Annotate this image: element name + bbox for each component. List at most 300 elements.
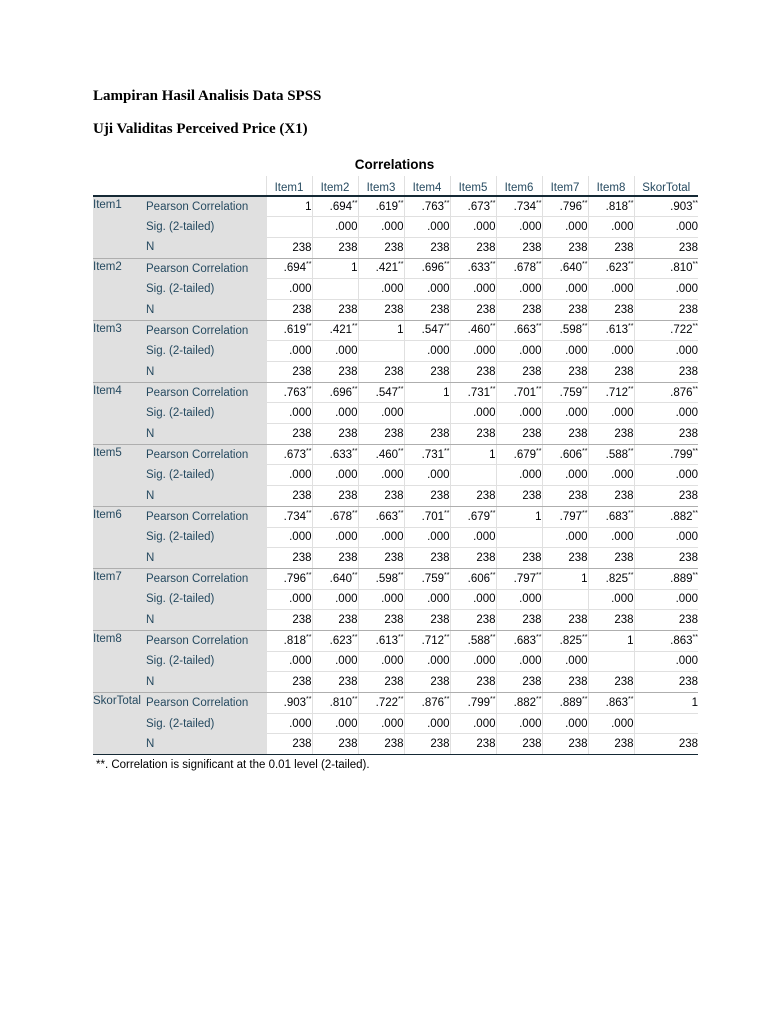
statistic-label: Sig. (2-tailed): [146, 217, 266, 238]
value-cell: 1: [266, 196, 312, 217]
value-cell: 238: [496, 237, 542, 258]
correlations-table: [93, 176, 698, 755]
value-cell: 238: [588, 299, 634, 320]
value-cell: [266, 217, 312, 238]
statistic-label: N: [146, 237, 266, 258]
value-cell: 238: [404, 424, 450, 445]
value-cell: .000: [496, 217, 542, 238]
value-cell: .000: [542, 279, 588, 300]
significance-marker: **: [582, 323, 588, 331]
value-cell: .000: [266, 651, 312, 672]
significance-marker: **: [398, 385, 404, 393]
table-row: [93, 237, 698, 258]
value-cell: 238: [450, 548, 496, 569]
value-cell: .000: [542, 217, 588, 238]
value-cell: .679**: [450, 506, 496, 527]
value-cell: 238: [266, 299, 312, 320]
value-cell: .863**: [588, 693, 634, 714]
value-cell: .863**: [634, 630, 698, 651]
significance-marker: **: [692, 323, 698, 331]
value-cell: .000: [634, 589, 698, 610]
significance-marker: **: [490, 261, 496, 269]
variable-label: Item6: [93, 506, 146, 568]
value-cell: .633**: [312, 444, 358, 465]
significance-marker: **: [306, 509, 312, 517]
value-cell: 238: [450, 610, 496, 631]
value-cell: .613**: [588, 320, 634, 341]
value-cell: 238: [404, 548, 450, 569]
table-row: [93, 341, 698, 362]
column-header: Item2: [312, 176, 358, 196]
value-cell: .000: [496, 403, 542, 424]
value-cell: .000: [542, 651, 588, 672]
table-row: [93, 568, 698, 589]
variable-label: Item7: [93, 568, 146, 630]
significance-marker: **: [536, 323, 542, 331]
table-row: [93, 465, 698, 486]
significance-marker: **: [536, 633, 542, 641]
value-cell: .000: [496, 713, 542, 734]
significance-marker: **: [582, 695, 588, 703]
value-cell: 238: [450, 672, 496, 693]
value-cell: 238: [266, 486, 312, 507]
statistic-label: Sig. (2-tailed): [146, 465, 266, 486]
value-cell: .712**: [588, 382, 634, 403]
value-cell: .000: [588, 217, 634, 238]
significance-marker: **: [692, 199, 698, 207]
value-cell: .734**: [266, 506, 312, 527]
value-cell: 238: [588, 610, 634, 631]
value-cell: .679**: [496, 444, 542, 465]
value-cell: 238: [634, 548, 698, 569]
table-row: [93, 403, 698, 424]
value-cell: 238: [266, 672, 312, 693]
value-cell: 238: [358, 486, 404, 507]
table-row: [93, 382, 698, 403]
value-cell: 238: [588, 424, 634, 445]
value-cell: 238: [542, 610, 588, 631]
column-header: Item1: [266, 176, 312, 196]
value-cell: [450, 465, 496, 486]
significance-marker: **: [306, 447, 312, 455]
column-header: Item3: [358, 176, 404, 196]
statistic-label: Pearson Correlation: [146, 258, 266, 279]
value-cell: .759**: [404, 568, 450, 589]
significance-marker: **: [490, 695, 496, 703]
significance-marker: **: [628, 447, 634, 455]
value-cell: .000: [542, 713, 588, 734]
significance-marker: **: [398, 509, 404, 517]
value-cell: 238: [634, 672, 698, 693]
page-heading: Lampiran Hasil Analisis Data SPSS: [93, 88, 322, 104]
value-cell: .000: [542, 465, 588, 486]
statistic-label: Pearson Correlation: [146, 382, 266, 403]
statistic-label: Pearson Correlation: [146, 444, 266, 465]
significance-marker: **: [444, 261, 450, 269]
value-cell: .722**: [634, 320, 698, 341]
value-cell: .000: [450, 217, 496, 238]
statistic-label: Pearson Correlation: [146, 630, 266, 651]
significance-marker: **: [352, 695, 358, 703]
value-cell: 238: [404, 237, 450, 258]
value-cell: 238: [496, 362, 542, 383]
value-cell: .000: [634, 403, 698, 424]
value-cell: .000: [450, 403, 496, 424]
significance-marker: **: [352, 385, 358, 393]
value-cell: 238: [588, 486, 634, 507]
value-cell: .000: [312, 465, 358, 486]
variable-label: Item8: [93, 630, 146, 692]
header-blank: [146, 176, 266, 196]
table-row: [93, 486, 698, 507]
significance-marker: **: [490, 633, 496, 641]
value-cell: 238: [312, 486, 358, 507]
value-cell: .619**: [358, 196, 404, 217]
value-cell: .640**: [312, 568, 358, 589]
value-cell: .000: [312, 713, 358, 734]
significance-marker: **: [306, 261, 312, 269]
value-cell: 238: [634, 362, 698, 383]
significance-marker: **: [582, 385, 588, 393]
value-cell: 238: [404, 299, 450, 320]
table-row: [93, 548, 698, 569]
header-blank: [93, 176, 146, 196]
value-cell: [404, 403, 450, 424]
table-row: [93, 589, 698, 610]
value-cell: .000: [588, 589, 634, 610]
value-cell: .882**: [634, 506, 698, 527]
value-cell: .000: [542, 403, 588, 424]
value-cell: .000: [266, 403, 312, 424]
value-cell: .623**: [588, 258, 634, 279]
value-cell: .000: [496, 465, 542, 486]
value-cell: .640**: [542, 258, 588, 279]
value-cell: .000: [358, 217, 404, 238]
value-cell: .000: [358, 713, 404, 734]
table-row: [93, 630, 698, 651]
value-cell: 238: [634, 610, 698, 631]
value-cell: .678**: [496, 258, 542, 279]
value-cell: 238: [542, 672, 588, 693]
significance-marker: **: [628, 695, 634, 703]
value-cell: .421**: [312, 320, 358, 341]
table-row: [93, 362, 698, 383]
table-row: [93, 444, 698, 465]
value-cell: .683**: [496, 630, 542, 651]
value-cell: .000: [312, 217, 358, 238]
statistic-label: Pearson Correlation: [146, 506, 266, 527]
value-cell: .000: [496, 589, 542, 610]
statistic-label: Pearson Correlation: [146, 568, 266, 589]
value-cell: .000: [588, 465, 634, 486]
column-header: Item5: [450, 176, 496, 196]
value-cell: .598**: [358, 568, 404, 589]
table-row: [93, 196, 698, 217]
value-cell: 238: [496, 610, 542, 631]
value-cell: .588**: [588, 444, 634, 465]
value-cell: 238: [358, 734, 404, 755]
value-cell: .000: [404, 651, 450, 672]
value-cell: .825**: [542, 630, 588, 651]
value-cell: 238: [542, 424, 588, 445]
value-cell: .000: [358, 465, 404, 486]
column-header: Item7: [542, 176, 588, 196]
significance-marker: **: [444, 447, 450, 455]
value-cell: .694**: [312, 196, 358, 217]
value-cell: .000: [634, 527, 698, 548]
value-cell: .818**: [588, 196, 634, 217]
significance-marker: **: [536, 199, 542, 207]
value-cell: .000: [634, 465, 698, 486]
value-cell: 238: [312, 299, 358, 320]
column-header: SkorTotal: [634, 176, 698, 196]
value-cell: 238: [450, 424, 496, 445]
table-row: [93, 258, 698, 279]
significance-marker: **: [536, 447, 542, 455]
value-cell: .810**: [634, 258, 698, 279]
value-cell: .606**: [450, 568, 496, 589]
value-cell: [588, 651, 634, 672]
significance-marker: **: [398, 695, 404, 703]
significance-marker: **: [628, 323, 634, 331]
column-header: Item4: [404, 176, 450, 196]
statistic-label: N: [146, 548, 266, 569]
value-cell: .876**: [634, 382, 698, 403]
statistic-label: Sig. (2-tailed): [146, 713, 266, 734]
variable-label: Item4: [93, 382, 146, 444]
value-cell: 1: [450, 444, 496, 465]
significance-marker: **: [692, 261, 698, 269]
value-cell: .797**: [542, 506, 588, 527]
value-cell: .000: [266, 589, 312, 610]
significance-marker: **: [398, 199, 404, 207]
value-cell: 238: [404, 734, 450, 755]
value-cell: .818**: [266, 630, 312, 651]
value-cell: .000: [404, 341, 450, 362]
table-row: [93, 320, 698, 341]
significance-marker: **: [352, 633, 358, 641]
value-cell: 1: [634, 693, 698, 714]
value-cell: .722**: [358, 693, 404, 714]
value-cell: .799**: [450, 693, 496, 714]
value-cell: 238: [542, 362, 588, 383]
value-cell: 238: [496, 424, 542, 445]
value-cell: .000: [312, 341, 358, 362]
column-header: Item6: [496, 176, 542, 196]
value-cell: 238: [404, 610, 450, 631]
value-cell: .763**: [266, 382, 312, 403]
significance-marker: **: [398, 261, 404, 269]
value-cell: .712**: [404, 630, 450, 651]
value-cell: .797**: [496, 568, 542, 589]
value-cell: .000: [312, 651, 358, 672]
value-cell: 238: [358, 362, 404, 383]
variable-label: Item5: [93, 444, 146, 506]
value-cell: .825**: [588, 568, 634, 589]
value-cell: 238: [266, 362, 312, 383]
statistic-label: Sig. (2-tailed): [146, 403, 266, 424]
value-cell: .000: [450, 713, 496, 734]
value-cell: .000: [450, 279, 496, 300]
value-cell: .673**: [450, 196, 496, 217]
value-cell: .000: [588, 279, 634, 300]
value-cell: 238: [588, 672, 634, 693]
significance-marker: **: [306, 385, 312, 393]
footnote: **. Correlation is significant at the 0.01 level (2-tailed).: [96, 759, 370, 771]
value-cell: 1: [496, 506, 542, 527]
value-cell: .547**: [404, 320, 450, 341]
value-cell: .903**: [634, 196, 698, 217]
table-row: [93, 693, 698, 714]
statistic-label: Sig. (2-tailed): [146, 589, 266, 610]
value-cell: .000: [634, 217, 698, 238]
value-cell: [312, 279, 358, 300]
value-cell: .000: [312, 589, 358, 610]
value-cell: 238: [634, 424, 698, 445]
value-cell: 1: [588, 630, 634, 651]
value-cell: [634, 713, 698, 734]
value-cell: 238: [542, 486, 588, 507]
value-cell: .000: [588, 403, 634, 424]
value-cell: 238: [496, 734, 542, 755]
statistic-label: Sig. (2-tailed): [146, 651, 266, 672]
significance-marker: **: [536, 571, 542, 579]
significance-marker: **: [306, 323, 312, 331]
value-cell: 238: [588, 362, 634, 383]
value-cell: .663**: [358, 506, 404, 527]
significance-marker: **: [582, 633, 588, 641]
value-cell: 238: [542, 237, 588, 258]
statistic-label: Sig. (2-tailed): [146, 527, 266, 548]
section-heading: Uji Validitas Perceived Price (X1): [93, 121, 308, 137]
significance-marker: **: [490, 385, 496, 393]
value-cell: .799**: [634, 444, 698, 465]
value-cell: .810**: [312, 693, 358, 714]
value-cell: .889**: [634, 568, 698, 589]
value-cell: .421**: [358, 258, 404, 279]
value-cell: .606**: [542, 444, 588, 465]
value-cell: .000: [450, 651, 496, 672]
significance-marker: **: [536, 385, 542, 393]
value-cell: 238: [450, 237, 496, 258]
significance-marker: **: [352, 323, 358, 331]
significance-marker: **: [444, 633, 450, 641]
variable-label: SkorTotal: [93, 693, 146, 755]
value-cell: .796**: [266, 568, 312, 589]
value-cell: .000: [496, 341, 542, 362]
value-cell: .000: [588, 527, 634, 548]
statistic-label: N: [146, 610, 266, 631]
value-cell: .000: [404, 217, 450, 238]
value-cell: 238: [312, 424, 358, 445]
statistic-label: Pearson Correlation: [146, 196, 266, 217]
statistic-label: N: [146, 734, 266, 755]
significance-marker: **: [352, 509, 358, 517]
significance-marker: **: [628, 571, 634, 579]
table-body: [93, 196, 698, 755]
value-cell: .000: [542, 341, 588, 362]
significance-marker: **: [628, 199, 634, 207]
statistic-label: Pearson Correlation: [146, 320, 266, 341]
value-cell: 238: [312, 610, 358, 631]
value-cell: 238: [542, 734, 588, 755]
value-cell: .598**: [542, 320, 588, 341]
value-cell: .882**: [496, 693, 542, 714]
value-cell: 238: [404, 362, 450, 383]
value-cell: .000: [496, 279, 542, 300]
value-cell: .673**: [266, 444, 312, 465]
table-row: [93, 734, 698, 755]
significance-marker: **: [444, 695, 450, 703]
variable-label: Item2: [93, 258, 146, 320]
value-cell: .000: [358, 651, 404, 672]
value-cell: .613**: [358, 630, 404, 651]
value-cell: 238: [496, 299, 542, 320]
value-cell: .000: [358, 527, 404, 548]
value-cell: 238: [450, 486, 496, 507]
value-cell: .000: [266, 527, 312, 548]
value-cell: 238: [266, 734, 312, 755]
value-cell: 238: [450, 734, 496, 755]
significance-marker: **: [692, 571, 698, 579]
value-cell: .876**: [404, 693, 450, 714]
value-cell: 238: [450, 299, 496, 320]
significance-marker: **: [490, 509, 496, 517]
value-cell: .000: [634, 341, 698, 362]
statistic-label: Sig. (2-tailed): [146, 279, 266, 300]
value-cell: .000: [542, 527, 588, 548]
value-cell: .000: [358, 279, 404, 300]
value-cell: .000: [266, 341, 312, 362]
significance-marker: **: [398, 633, 404, 641]
table-row: [93, 610, 698, 631]
value-cell: .000: [496, 651, 542, 672]
value-cell: 238: [404, 672, 450, 693]
significance-marker: **: [490, 199, 496, 207]
value-cell: 238: [588, 237, 634, 258]
table-row: [93, 527, 698, 548]
value-cell: 238: [450, 362, 496, 383]
value-cell: 238: [542, 548, 588, 569]
value-cell: .000: [404, 279, 450, 300]
value-cell: .000: [588, 341, 634, 362]
value-cell: .734**: [496, 196, 542, 217]
table-row: [93, 299, 698, 320]
header-row: [93, 176, 698, 196]
significance-marker: **: [490, 571, 496, 579]
statistic-label: N: [146, 362, 266, 383]
significance-marker: **: [490, 323, 496, 331]
value-cell: .683**: [588, 506, 634, 527]
value-cell: 238: [312, 672, 358, 693]
value-cell: 238: [358, 237, 404, 258]
significance-marker: **: [628, 385, 634, 393]
value-cell: [542, 589, 588, 610]
value-cell: .000: [404, 465, 450, 486]
value-cell: .701**: [404, 506, 450, 527]
value-cell: 238: [358, 672, 404, 693]
value-cell: .000: [266, 465, 312, 486]
value-cell: .696**: [404, 258, 450, 279]
value-cell: .000: [404, 589, 450, 610]
value-cell: 238: [588, 548, 634, 569]
value-cell: 238: [588, 734, 634, 755]
value-cell: 238: [266, 548, 312, 569]
significance-marker: **: [536, 695, 542, 703]
value-cell: .000: [266, 279, 312, 300]
value-cell: .000: [588, 713, 634, 734]
value-cell: .889**: [542, 693, 588, 714]
